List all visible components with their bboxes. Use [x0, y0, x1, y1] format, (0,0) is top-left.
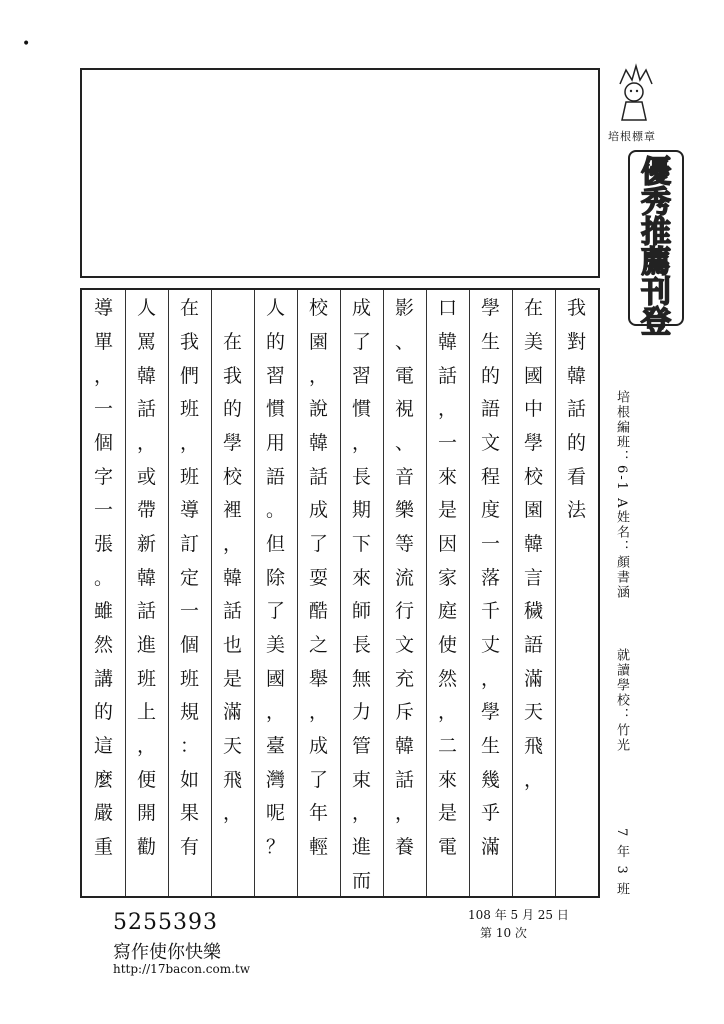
essay-cell: ，	[394, 802, 414, 825]
essay-cell: 話	[136, 398, 156, 421]
essay-cell: 習	[351, 364, 371, 387]
essay-cell: ：	[179, 735, 199, 758]
essay-cell: 班	[179, 398, 199, 421]
essay-cell: 訂	[179, 533, 199, 556]
essay-cell	[211, 290, 254, 324]
essay-cell: 看	[566, 465, 586, 488]
essay-cell: 語	[480, 398, 500, 421]
essay-cell: 中	[523, 398, 543, 421]
essay-cell: 慣	[265, 398, 285, 421]
essay-cell: ，	[351, 432, 371, 455]
essay-cell: 天	[222, 735, 242, 758]
grid-divider	[340, 290, 341, 896]
essay-cell: 來	[351, 566, 371, 589]
essay-cell: 是	[222, 667, 242, 690]
essay-cell	[297, 862, 340, 896]
essay-cell: 管	[351, 735, 371, 758]
essay-cell	[512, 829, 555, 863]
essay-cell: 話	[394, 768, 414, 791]
recommend-char: 薦	[641, 245, 671, 280]
essay-column	[254, 290, 297, 896]
essay-cell: 滿	[222, 701, 242, 724]
essay-cell	[555, 627, 598, 661]
essay-cell: ，	[179, 432, 199, 455]
essay-cell: 校	[222, 465, 242, 488]
essay-cell: 文	[394, 634, 414, 657]
essay-cell	[211, 829, 254, 863]
essay-cell: 乎	[480, 802, 500, 825]
essay-cell: 韓	[437, 331, 457, 353]
essay-cell: 二	[437, 735, 457, 758]
essay-cell: 校	[308, 297, 328, 320]
essay-cell: 我	[222, 364, 242, 387]
essay-cell: 導	[93, 297, 113, 320]
essay-cell: 講	[93, 667, 113, 690]
essay-cell: 幾	[480, 768, 500, 791]
essay-cell	[555, 694, 598, 728]
essay-cell: 進	[351, 836, 371, 859]
essay-cell: 了	[308, 533, 328, 556]
essay-cell: 、	[394, 331, 414, 353]
essay-cell: 話	[566, 398, 586, 421]
essay-cell: 在	[222, 331, 242, 353]
essay-cell: 習	[265, 364, 285, 387]
essay-cell	[555, 660, 598, 694]
essay-cell	[82, 862, 125, 896]
bacon-mascot-icon	[612, 62, 658, 126]
essay-cell: 束	[351, 768, 371, 791]
essay-cell: 飛	[523, 735, 543, 758]
essay-cell: 天	[523, 701, 543, 724]
essay-cell: 國	[523, 364, 543, 387]
essay-cell	[555, 559, 598, 593]
essay-cell: ，	[93, 364, 113, 387]
essay-cell: ，	[136, 432, 156, 455]
essay-cell: 園	[308, 331, 328, 353]
essay-cell	[383, 862, 426, 896]
essay-cell: 嚴	[93, 802, 113, 825]
essay-cell: 耍	[308, 566, 328, 589]
essay-cell: 韓	[566, 364, 586, 387]
essay-cell: 韓	[523, 533, 543, 556]
essay-cell	[555, 829, 598, 863]
essay-cell: 重	[93, 836, 113, 859]
essay-cell: 美	[265, 634, 285, 657]
footer-slogan: 寫作使你快樂	[113, 942, 221, 963]
essay-cell: 個	[93, 432, 113, 455]
recommend-char: 登	[641, 305, 671, 340]
essay-cell: 字	[93, 465, 113, 488]
grid-divider	[426, 290, 427, 896]
grid-divider	[555, 290, 556, 896]
recommend-stamp	[628, 150, 684, 340]
essay-cell: 罵	[136, 331, 156, 353]
essay-cell: 法	[566, 499, 586, 522]
essay-cell: 一	[93, 499, 113, 522]
recommend-char: 推	[641, 215, 671, 250]
essay-cell	[555, 761, 598, 795]
essay-cell: 落	[480, 566, 500, 589]
teacher-comment-box	[80, 68, 600, 278]
essay-cell: 、	[394, 432, 414, 455]
essay-cell: 無	[351, 667, 371, 690]
essay-column	[383, 290, 426, 896]
essay-cell: 臺	[265, 735, 285, 758]
essay-cell: 果	[179, 802, 199, 825]
essay-cell: ？	[265, 836, 285, 859]
essay-cell: 電	[437, 836, 457, 859]
essay-column	[512, 290, 555, 896]
essay-cell: 的	[222, 398, 242, 421]
stamp-caption: 培根標章	[608, 130, 656, 143]
essay-cell: 定	[179, 566, 199, 589]
essay-cell: 的	[480, 364, 500, 387]
essay-cell: 美	[523, 331, 543, 353]
essay-cell: 一	[93, 398, 113, 421]
essay-cell: 流	[394, 566, 414, 589]
essay-cell: 是	[437, 499, 457, 522]
essay-cell: 家	[437, 566, 457, 589]
essay-cell: 話	[136, 600, 156, 623]
essay-cell: 長	[351, 465, 371, 488]
essay-cell	[512, 862, 555, 896]
essay-column	[426, 290, 469, 896]
essay-cell: 除	[265, 566, 285, 589]
essay-cell: ，	[308, 701, 328, 724]
essay-cell	[555, 795, 598, 829]
essay-cell: 了	[308, 768, 328, 791]
essay-cell: 呢	[265, 802, 285, 825]
essay-cell: 成	[308, 499, 328, 522]
essay-cell	[168, 862, 211, 896]
essay-cell: 飛	[222, 768, 242, 791]
essay-cell: 酷	[308, 600, 328, 623]
essay-column	[125, 290, 168, 896]
essay-cell: 之	[308, 634, 328, 657]
essay-column	[469, 290, 512, 896]
grid-divider	[383, 290, 384, 896]
essay-cell: ，	[222, 802, 242, 825]
essay-cell	[512, 795, 555, 829]
essay-cell: 或	[136, 465, 156, 488]
essay-cell: 校	[523, 465, 543, 488]
essay-cell: 語	[523, 634, 543, 657]
essay-cell: 韓	[222, 566, 242, 589]
essay-cell	[555, 862, 598, 896]
essay-cell: 我	[566, 297, 586, 320]
essay-cell: 下	[351, 533, 371, 556]
essay-cell: 也	[222, 634, 242, 657]
essay-cell: 期	[351, 499, 371, 522]
essay-cell: 導	[179, 499, 199, 522]
essay-cell: 班	[179, 465, 199, 488]
essay-cell: 在	[179, 297, 199, 320]
essay-cell: 一	[480, 533, 500, 556]
recommend-char: 優	[641, 155, 671, 190]
essay-cell: 上	[136, 701, 156, 724]
essay-cell: 如	[179, 768, 199, 791]
essay-cell: 然	[93, 634, 113, 657]
essay-cell: 等	[394, 533, 414, 556]
essay-cell: 文	[480, 432, 500, 455]
grade-label: 7 年 3 班	[614, 828, 629, 897]
essay-grid	[80, 288, 600, 898]
essay-cell	[555, 593, 598, 627]
essay-cell: ，	[437, 701, 457, 724]
essay-cell: ，	[480, 667, 500, 690]
essay-cell: 一	[437, 432, 457, 455]
essay-cell: 人	[136, 297, 156, 320]
essay-cell: 我	[179, 331, 199, 353]
essay-cell: ，	[136, 735, 156, 758]
essay-cell: 韓	[136, 364, 156, 387]
essay-cell: 充	[394, 667, 414, 690]
essay-cell: ，	[308, 364, 328, 387]
essay-cell: 了	[265, 600, 285, 623]
school-label: 就讀學校：竹光	[614, 648, 629, 753]
essay-cell: 成	[308, 735, 328, 758]
grid-divider	[211, 290, 212, 896]
essay-cell: 麼	[93, 768, 113, 791]
essay-cell: 張	[93, 533, 113, 556]
grid-divider	[297, 290, 298, 896]
essay-cell: 的	[566, 432, 586, 455]
essay-cell: 用	[265, 432, 285, 455]
essay-cell: 滿	[523, 667, 543, 690]
essay-column	[297, 290, 340, 896]
essay-cell: 輕	[308, 836, 328, 859]
essay-cell: 長	[351, 634, 371, 657]
essay-cell: 國	[265, 667, 285, 690]
essay-cell: 師	[351, 600, 371, 623]
essay-cell: ，	[523, 768, 543, 791]
essay-cell: 來	[437, 768, 457, 791]
essay-cell: 。	[93, 566, 113, 589]
essay-cell: ，	[437, 398, 457, 421]
grid-divider	[512, 290, 513, 896]
essay-cell	[211, 862, 254, 896]
essay-cell: 。	[265, 499, 285, 522]
essay-cell: 因	[437, 533, 457, 556]
essay-cell: 生	[480, 735, 500, 758]
essay-cell: 班	[179, 667, 199, 690]
essay-cell: 這	[93, 735, 113, 758]
corner-mark: •	[22, 36, 31, 52]
essay-cell: 在	[523, 297, 543, 320]
essay-column	[82, 290, 125, 896]
essay-cell	[426, 862, 469, 896]
essay-cell: 規	[179, 701, 199, 724]
essay-cell: 年	[308, 802, 328, 825]
grid-divider	[125, 290, 126, 896]
essay-cell: 然	[437, 667, 457, 690]
essay-cell: 韓	[136, 566, 156, 589]
essay-cell: 學	[480, 701, 500, 724]
essay-cell: 園	[523, 499, 543, 522]
essay-cell: 勸	[136, 836, 156, 859]
essay-column	[340, 290, 383, 896]
essay-cell: 行	[394, 600, 414, 623]
essay-cell: 說	[308, 398, 328, 421]
essay-cell: 程	[480, 465, 500, 488]
essay-cell: 人	[265, 297, 285, 320]
essay-cell: 力	[351, 701, 371, 724]
essay-column	[211, 290, 254, 896]
essay-cell: 開	[136, 802, 156, 825]
essay-cell: 單	[93, 331, 113, 353]
essay-cell: 千	[480, 600, 500, 623]
essay-cell: 穢	[523, 600, 543, 623]
footer-url: http://17bacon.com.tw	[113, 962, 251, 976]
essay-cell: 學	[480, 297, 500, 320]
essay-cell: 電	[394, 364, 414, 387]
essay-cell: 的	[93, 701, 113, 724]
essay-cell: 言	[523, 566, 543, 589]
essay-cell: 話	[308, 465, 328, 488]
essay-cell: 學	[523, 432, 543, 455]
essay-column	[555, 290, 598, 896]
essay-cell: 灣	[265, 768, 285, 791]
essay-cell: 韓	[394, 735, 414, 758]
essay-cell: 是	[437, 802, 457, 825]
essay-cell: 語	[265, 465, 285, 488]
essay-cell: 班	[136, 667, 156, 690]
essay-cell: 慣	[351, 398, 371, 421]
essay-cell: 的	[265, 331, 285, 353]
essay-cell: 丈	[480, 634, 500, 657]
essay-cell	[555, 526, 598, 560]
essay-cell	[469, 862, 512, 896]
grid-divider	[168, 290, 169, 896]
essay-cell: 便	[136, 768, 156, 791]
essay-cell: 對	[566, 331, 586, 353]
footer-code: 5255393	[113, 910, 218, 935]
essay-cell: 個	[179, 634, 199, 657]
essay-cell: 有	[179, 836, 199, 859]
essay-count: 第 10 次	[480, 926, 527, 940]
essay-cell	[555, 728, 598, 762]
essay-cell: 舉	[308, 667, 328, 690]
essay-cell: 養	[394, 836, 414, 859]
essay-date: 108 年 5 月 25 日	[468, 908, 569, 922]
essay-cell: 話	[437, 364, 457, 387]
recommend-char: 刊	[641, 275, 671, 310]
grid-divider	[254, 290, 255, 896]
essay-cell: 口	[437, 297, 457, 320]
essay-cell: 庭	[437, 600, 457, 623]
essay-cell: 進	[136, 634, 156, 657]
essay-cell: 使	[437, 634, 457, 657]
name-label: 姓名：顏書涵	[614, 510, 629, 600]
essay-cell	[254, 862, 297, 896]
essay-cell: 斥	[394, 701, 414, 724]
essay-cell: 生	[480, 331, 500, 353]
essay-cell: 影	[394, 297, 414, 320]
essay-cell: ，	[265, 701, 285, 724]
essay-cell: 雖	[93, 600, 113, 623]
essay-cell: 視	[394, 398, 414, 421]
class-label: 培根編班：6-1 A	[614, 390, 629, 510]
essay-cell: 成	[351, 297, 371, 320]
essay-cell: 話	[222, 600, 242, 623]
essay-cell: 樂	[394, 499, 414, 522]
essay-cell: 來	[437, 465, 457, 488]
essay-cell: 新	[136, 533, 156, 556]
essay-cell: 學	[222, 432, 242, 455]
essay-cell: 了	[351, 331, 371, 353]
essay-cell: 滿	[480, 836, 500, 859]
grid-divider	[469, 290, 470, 896]
essay-cell: 韓	[308, 432, 328, 455]
essay-cell: 度	[480, 499, 500, 522]
essay-cell: 但	[265, 533, 285, 556]
essay-cell: ，	[222, 533, 242, 556]
essay-cell: 們	[179, 364, 199, 387]
essay-cell: 而	[351, 869, 371, 892]
essay-cell: ，	[351, 802, 371, 825]
essay-cell: 裡	[222, 499, 242, 522]
essay-cell: 音	[394, 465, 414, 488]
essay-column	[168, 290, 211, 896]
essay-cell: 帶	[136, 499, 156, 522]
recommend-char: 秀	[641, 185, 671, 220]
essay-cell	[125, 862, 168, 896]
essay-cell: 一	[179, 600, 199, 623]
